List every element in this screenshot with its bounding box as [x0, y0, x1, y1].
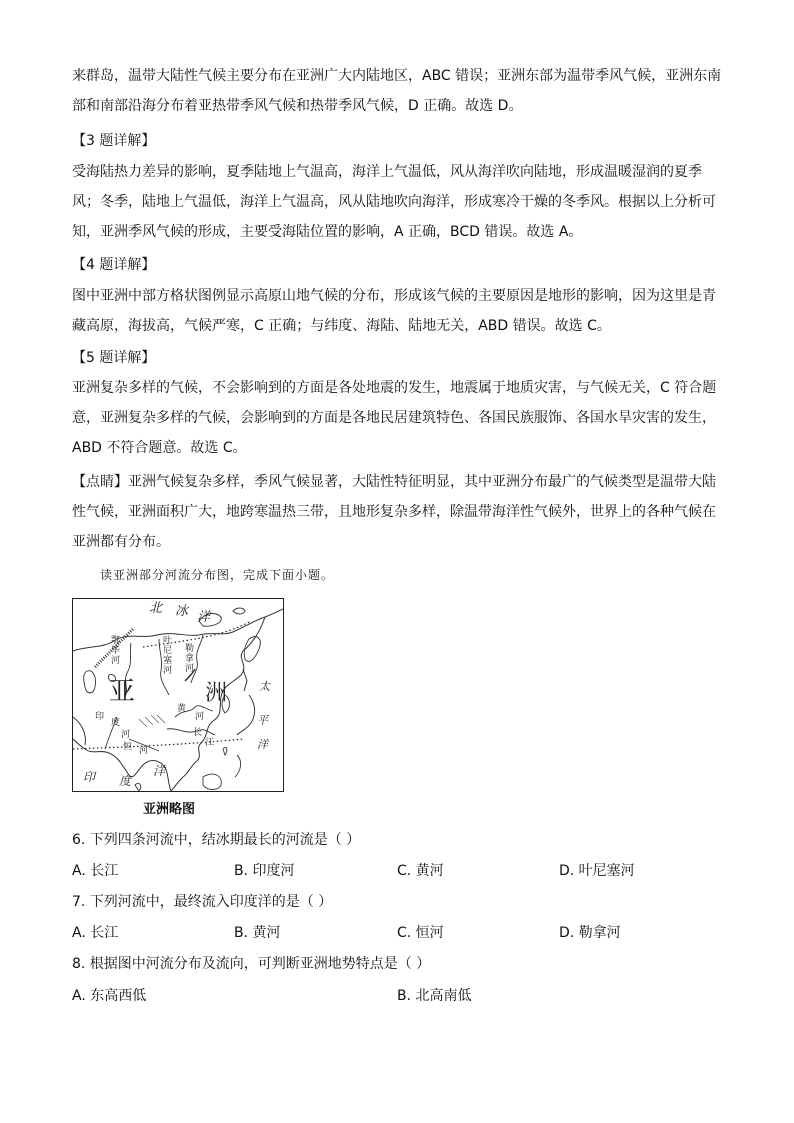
label-yellow-1: 黄: [177, 704, 187, 714]
label-yenisei-4: 河: [163, 666, 173, 676]
question-7-option-d[interactable]: D. 勒拿河: [559, 925, 621, 941]
tropic-of-cancer-line: [73, 739, 243, 749]
arctic-island: [233, 608, 245, 614]
label-ob-3: 河: [111, 656, 121, 666]
label-pacific-1: 太: [259, 680, 270, 693]
heading-question-3-explanation: 【3 题详解】: [72, 133, 156, 149]
label-yenisei-2: 尼: [163, 646, 173, 656]
label-indian-ocean-1: 印: [83, 770, 96, 784]
heading-question-5-explanation: 【5 题详解】: [72, 350, 156, 366]
label-ganges-1: 恒: [123, 742, 133, 752]
label-arctic-ocean-1: 北: [149, 601, 163, 616]
question-7-option-b[interactable]: B. 黄河: [234, 925, 281, 941]
label-arctic-ocean-3: 洋: [197, 610, 211, 625]
indochina-coastline: [171, 761, 197, 791]
label-indus-3: 河: [121, 730, 131, 740]
question-8-option-a[interactable]: A. 东高西低: [72, 988, 147, 1004]
label-indus-1: 印: [95, 712, 105, 722]
text-line: 藏高原，海拔高，气候严寒，C 正确；与纬度、海陆、陆地无关，ABD 错误。故选 C。: [72, 318, 611, 334]
label-indian-ocean-3: 洋: [153, 764, 166, 778]
kamchatka-peninsula: [244, 637, 260, 662]
asia-river-map: [72, 598, 284, 792]
text-line: 亚洲都有分布。: [72, 534, 170, 550]
label-ganges-2: 河: [139, 746, 149, 756]
label-yenisei-3: 塞: [163, 656, 173, 666]
label-indus-2: 度: [111, 718, 121, 728]
taiwan-island: [223, 747, 227, 755]
label-ob-2: 毕: [111, 646, 121, 656]
question-7-option-a[interactable]: A. 长江: [72, 925, 119, 941]
paragraph-answer-4: [72, 281, 722, 341]
text-line: 图中亚洲中部方格状图例显示高原山地气候的分布，形成该气候的主要原因是地形的影响，因为这里是青: [72, 288, 716, 304]
label-ob-1: 鄂: [111, 636, 121, 646]
label-pacific-3: 洋: [257, 738, 268, 751]
highland-hatch: [139, 715, 165, 727]
text-line: 性气候，亚洲面积广大，地跨寒温热三带，且地形复杂多样，除温带海洋性气候外，世界上的各种气候在: [72, 504, 716, 520]
map-drawing: [73, 599, 283, 791]
label-asia-ya: 亚: [109, 677, 136, 707]
text-line: 亚洲复杂多样的气候，不会影响到的方面是各处地震的发生，地震属于地质灾害，与气候无关，C 符合题: [72, 380, 717, 396]
question-6-option-a[interactable]: A. 长江: [72, 863, 119, 879]
text-line: 意，亚洲复杂多样的气候，会影响到的方面是各地民居建筑特色、各国民族服饰、各国水旱灾害的发生，: [72, 410, 716, 426]
text-line: 来群岛，温带大陆性气候主要分布在亚洲广大内陆地区，ABC 错误；亚洲东部为温带季风气候，亚洲东南: [72, 68, 722, 84]
text-line: 【点睛】亚洲气候复杂多样，季风气候显著，大陆性特征明显，其中亚洲分布最广的气候类型是温带大陆: [72, 474, 716, 490]
label-lena-1: 勒: [185, 644, 195, 654]
text-line: 部和南部沿海分布着亚热带季风气候和热带季风气候，D 正确。故选 D。: [72, 98, 523, 114]
sri-lanka-island: [135, 783, 141, 791]
label-lena-2: 拿: [185, 654, 195, 664]
label-pacific-2: 平: [257, 714, 268, 727]
question-6-option-b[interactable]: B. 印度河: [234, 863, 295, 879]
paragraph-answer-3: [72, 157, 722, 247]
borneo-island: [203, 774, 221, 789]
question-7-option-c[interactable]: C. 恒河: [397, 925, 444, 941]
label-asia-zhou: 洲: [205, 681, 228, 706]
text-line: 受海陆热力差异的影响，夏季陆地上气温高，海洋上气温低，风从海洋吹向陆地，形成温暖湿润的夏季: [72, 164, 702, 180]
question-8-option-b[interactable]: B. 北高南低: [397, 988, 472, 1004]
question-6-stem: 6. 下列四条河流中，结冰期最长的河流是（ ）: [72, 832, 361, 848]
sakhalin-island: [243, 669, 247, 691]
caspian-sea: [84, 671, 96, 693]
philippine-islands: [235, 755, 241, 777]
paragraph-answer-2-continued: [72, 61, 722, 121]
japan-islands: [237, 695, 255, 735]
question-6-option-c[interactable]: C. 黄河: [397, 863, 444, 879]
label-yenisei-1: 叶: [163, 636, 173, 646]
question-7-stem: 7. 下列河流中，最终流入印度洋的是（ ）: [72, 894, 333, 910]
label-indian-ocean-2: 度: [119, 774, 132, 788]
heading-question-4-explanation: 【4 题详解】: [72, 257, 156, 273]
text-line: ABD 不符合题意。故选 C。: [72, 440, 247, 456]
question-6-option-d[interactable]: D. 叶尼塞河: [559, 863, 635, 879]
label-yangtze-1: 长: [193, 728, 203, 738]
map-caption: 亚洲略图: [143, 802, 196, 817]
figure-intro-text: 读亚洲部分河流分布图，完成下面小题。: [100, 568, 335, 582]
text-line: 风；冬季，陆地上气温低，海洋上气温高，风从陆地吹向海洋，形成寒冷干燥的冬季风。根据以上分析可: [72, 194, 716, 210]
label-lena-3: 河: [185, 664, 195, 674]
question-8-stem: 8. 根据图中河流分布及流向，可判断亚洲地势特点是（ ）: [72, 956, 431, 972]
paragraph-answer-5: [72, 373, 722, 463]
label-yangtze-2: 江: [205, 738, 215, 748]
paragraph-key-point: [72, 467, 722, 557]
text-line: 知，亚洲季风气候的形成，主要受海陆位置的影响，A 正确，BCD 错误。故选 A。: [72, 224, 583, 240]
label-arctic-ocean-2: 冰: [175, 604, 189, 619]
label-yellow-2: 河: [195, 712, 205, 722]
